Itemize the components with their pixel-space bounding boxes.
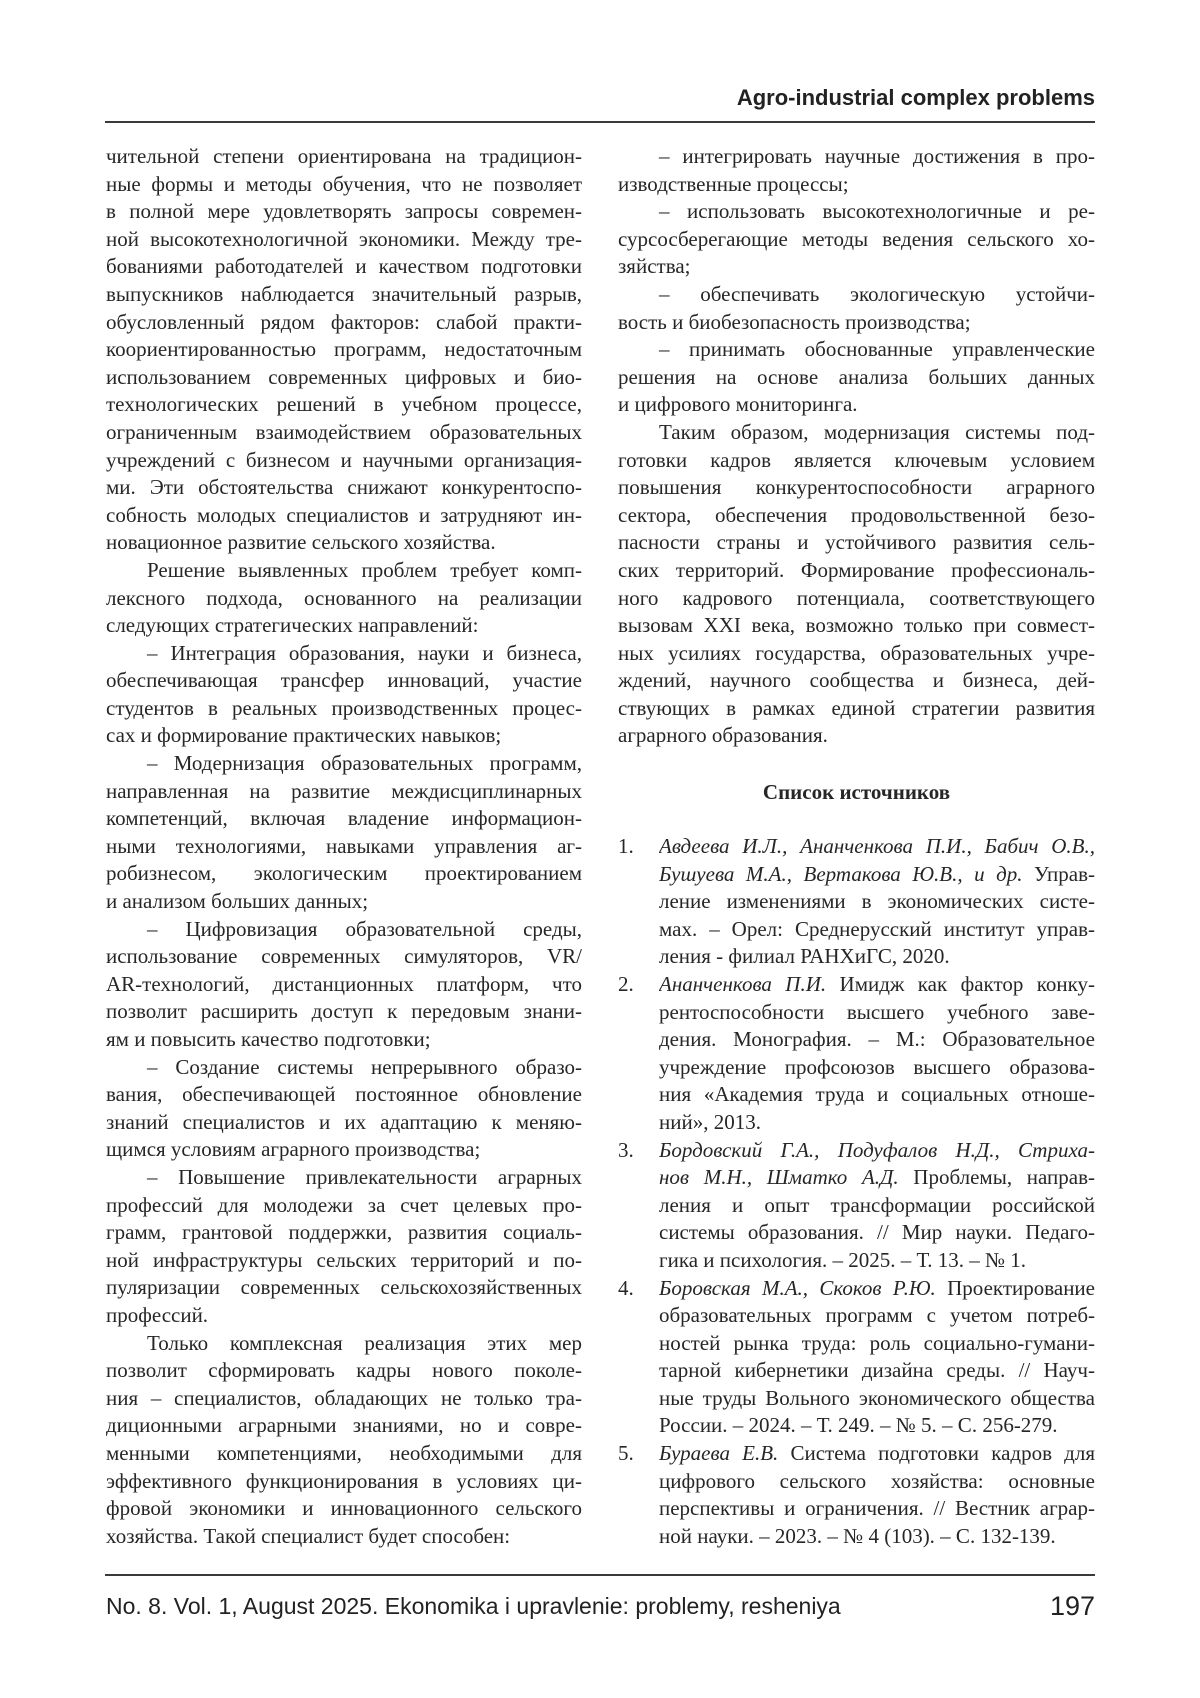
text-line: собность молодых специалистов и затрудняют ин-: [106, 502, 582, 530]
text-line: выпускников наблюдается значительный разрыв,: [106, 281, 582, 309]
text-line: AR-технологий, дистанционных платформ, что: [106, 971, 582, 999]
text-line: изводственные процессы;: [618, 171, 1095, 199]
text-line: – Интеграция образования, науки и бизнеса,: [106, 640, 582, 668]
text-line: фровой экономики и инновационного сельского: [106, 1495, 582, 1523]
text-line: системы образования. // Мир науки. Педаго-: [659, 1219, 1095, 1247]
paragraph: [106, 143, 582, 557]
page-number: 197: [1050, 1590, 1095, 1622]
reference-authors: Бушуева М.А., Вертакова Ю.В., и др.: [659, 862, 1022, 886]
text-line: – Модернизация образовательных программ,: [106, 750, 582, 778]
text-line: цифрового сельского хозяйства: основные: [659, 1468, 1095, 1496]
text-line: ными технологиями, навыками управления аг-: [106, 833, 582, 861]
reference-number: 4.: [618, 1275, 634, 1303]
text-line: направленная на развитие междисциплинарных: [106, 778, 582, 806]
bullet-item: [106, 1054, 582, 1164]
reference-item: [618, 1275, 1095, 1441]
text-line: робизнесом, экологическим проектированием: [106, 860, 582, 888]
text-line: ных усилиях государства, образовательных учре-: [618, 640, 1095, 668]
bullet-item: [618, 281, 1095, 336]
text-line: ные труды Вольного экономического общества: [659, 1385, 1095, 1413]
text-line: грамм, грантовой поддержки, развития социаль-: [106, 1219, 582, 1247]
text-line: – Цифровизация образовательной среды,: [106, 916, 582, 944]
paragraph: [618, 419, 1095, 750]
text-line: обусловленный рядом факторов: слабой практи-: [106, 309, 582, 337]
text-line: Только комплексная реализация этих мер: [106, 1330, 582, 1358]
reference-text: Управ-: [1022, 862, 1095, 886]
text-line: позволит сформировать кадры нового поколе-: [106, 1357, 582, 1385]
text-line: ного кадрового потенциала, соответствующего: [618, 585, 1095, 613]
bullet-item: [106, 750, 582, 916]
text-line: – обеспечивать экологическую устойчи-: [618, 281, 1095, 309]
text-line: – Создание системы непрерывного образо-: [106, 1054, 582, 1082]
text-line: эффективного функционирования в условиях ци-: [106, 1468, 582, 1496]
text-line: знаний специалистов и их адаптацию к меняю-: [106, 1109, 582, 1137]
paragraph: [106, 1330, 582, 1551]
footer-citation: No. 8. Vol. 1, August 2025. Ekonomika i upravlenie: problemy, resheniya: [106, 1592, 841, 1620]
text-line: [659, 1137, 1095, 1165]
paragraph: [106, 557, 582, 640]
running-header-title: Agro-industrial complex problems: [737, 84, 1095, 112]
text-line: [659, 833, 1095, 861]
text-line: ждений, научного сообщества и бизнеса, дей-: [618, 667, 1095, 695]
text-line: ограниченным взаимодействием образовательных: [106, 419, 582, 447]
reference-item: [618, 833, 1095, 971]
text-line: ной высокотехнологичной экономики. Между тре-: [106, 226, 582, 254]
text-line: ми. Эти обстоятельства снижают конкурентоспо-: [106, 474, 582, 502]
text-line: [659, 971, 1095, 999]
text-line: лексного подхода, основанного на реализации: [106, 585, 582, 613]
text-line: следующих стратегических направлений:: [106, 612, 582, 640]
text-line: сах и формирование практических навыков;: [106, 722, 582, 750]
text-line: щимся условиям аграрного производства;: [106, 1136, 582, 1164]
reference-authors: Боровская М.А., Скоков Р.Ю.: [659, 1276, 936, 1300]
text-line: в полной мере удовлетворять запросы современ-: [106, 198, 582, 226]
text-line: использованием современных цифровых и био-: [106, 364, 582, 392]
reference-item: [618, 971, 1095, 1137]
text-line: ния – специалистов, обладающих не только тра-: [106, 1385, 582, 1413]
left-column: [106, 143, 582, 1550]
text-line: пуляризации современных сельскохозяйственных: [106, 1274, 582, 1302]
header-rule: [105, 121, 1095, 123]
text-line: дения. Монография. – М.: Образовательное: [659, 1026, 1095, 1054]
text-line: и цифрового мониторинга.: [618, 391, 1095, 419]
bullet-item: [106, 1164, 582, 1330]
text-line: – принимать обоснованные управленческие: [618, 336, 1095, 364]
text-line: [659, 861, 1095, 889]
text-line: [659, 1164, 1095, 1192]
text-line: образовательных программ с учетом потреб-: [659, 1302, 1095, 1330]
text-line: чительной степени ориентирована на традицион-: [106, 143, 582, 171]
bullet-item: [106, 640, 582, 750]
text-line: рентоспособности высшего учебного заве-: [659, 999, 1095, 1027]
text-line: и анализом больших данных;: [106, 888, 582, 916]
text-line: – использовать высокотехнологичные и ре-: [618, 198, 1095, 226]
reference-authors: Ананченкова П.И.: [659, 972, 826, 996]
reference-item: [618, 1440, 1095, 1550]
text-line: вызовам XXI века, возможно только при совмест-: [618, 612, 1095, 640]
reference-authors: Бордовский Г.А., Подуфалов Н.Д., Стриха-: [659, 1138, 1095, 1162]
references-heading: Список источников: [618, 779, 1095, 807]
text-line: вость и биобезопасность производства;: [618, 309, 1095, 337]
text-line: – интегрировать научные достижения в про-: [618, 143, 1095, 171]
text-line: аграрного образования.: [618, 722, 1095, 750]
text-line: использование современных симуляторов, VR/: [106, 943, 582, 971]
reference-authors: Авдеева И.Л., Ананченкова П.И., Бабич О.В.,: [659, 834, 1095, 858]
right-column: [618, 143, 1095, 750]
text-line: хозяйства. Такой специалист будет способен:: [106, 1523, 582, 1551]
text-line: пасности страны и устойчивого развития сель-: [618, 529, 1095, 557]
text-line: ление изменениями в экономических систе-: [659, 888, 1095, 916]
reference-text: Проектирование: [936, 1276, 1095, 1300]
text-line: решения на основе анализа больших данных: [618, 364, 1095, 392]
footer-rule: [105, 1574, 1095, 1576]
text-line: студентов в реальных производственных процес-: [106, 695, 582, 723]
text-line: ления - филиал РАНХиГС, 2020.: [659, 943, 1095, 971]
text-line: Решение выявленных проблем требует комп-: [106, 557, 582, 585]
text-line: гика и психология. – 2025. – Т. 13. – № 1.: [659, 1247, 1095, 1275]
text-line: ные формы и методы обучения, что не позволяет: [106, 171, 582, 199]
text-line: – Повышение привлекательности аграрных: [106, 1164, 582, 1192]
reference-number: 1.: [618, 833, 634, 861]
text-line: бованиями работодателей и качеством подготовки: [106, 253, 582, 281]
reference-text: Имидж как фактор конку-: [826, 972, 1095, 996]
text-line: России. – 2024. – Т. 249. – № 5. – С. 256-279.: [659, 1412, 1095, 1440]
text-line: перспективы и ограничения. // Вестник аграр-: [659, 1495, 1095, 1523]
reference-text: Система подготовки кадров для: [778, 1441, 1095, 1465]
text-line: мах. – Орел: Среднерусский институт управ-: [659, 916, 1095, 944]
text-line: новационное развитие сельского хозяйства.: [106, 529, 582, 557]
text-line: [659, 1275, 1095, 1303]
text-line: профессий.: [106, 1302, 582, 1330]
text-line: готовки кадров является ключевым условием: [618, 447, 1095, 475]
text-line: тарной кибернетики дизайна среды. // Науч-: [659, 1357, 1095, 1385]
text-line: зяйства;: [618, 253, 1095, 281]
text-line: ния «Академия труда и социальных отноше-: [659, 1081, 1095, 1109]
text-line: повышения конкурентоспособности аграрного: [618, 474, 1095, 502]
text-line: позволит расширить доступ к передовым знани-: [106, 998, 582, 1026]
text-line: компетенций, включая владение информацион-: [106, 805, 582, 833]
reference-item: [618, 1137, 1095, 1275]
references-list: [618, 833, 1095, 1550]
text-line: ностей рынка труда: роль социально-гумани-: [659, 1330, 1095, 1358]
text-line: диционными аграрными знаниями, но и совре-: [106, 1412, 582, 1440]
reference-text: Проблемы, направ-: [899, 1165, 1095, 1189]
text-line: ских территорий. Формирование профессиональ-: [618, 557, 1095, 585]
text-line: профессий для молодежи за счет целевых про-: [106, 1192, 582, 1220]
text-line: сурсосберегающие методы ведения сельского хо-: [618, 226, 1095, 254]
reference-authors: нов М.Н., Шматко А.Д.: [659, 1165, 899, 1189]
text-line: обеспечивающая трансфер инноваций, участие: [106, 667, 582, 695]
bullet-item: [618, 143, 1095, 198]
text-line: ствующих в рамках единой стратегии развития: [618, 695, 1095, 723]
text-line: ний», 2013.: [659, 1109, 1095, 1137]
text-line: коориентированностью программ, недостаточным: [106, 336, 582, 364]
reference-number: 2.: [618, 971, 634, 999]
text-line: учреждение профсоюзов высшего образова-: [659, 1054, 1095, 1082]
text-line: учреждений с бизнесом и научными организация-: [106, 447, 582, 475]
text-line: Таким образом, модернизация системы под-: [618, 419, 1095, 447]
reference-number: 3.: [618, 1137, 634, 1165]
text-line: вания, обеспечивающей постоянное обновление: [106, 1081, 582, 1109]
text-line: технологических решений в учебном процессе,: [106, 391, 582, 419]
text-line: [659, 1440, 1095, 1468]
bullet-item: [618, 336, 1095, 419]
bullet-item: [106, 916, 582, 1054]
text-line: ной науки. – 2023. – № 4 (103). – С. 132-139.: [659, 1523, 1095, 1551]
reference-authors: Бураева Е.В.: [659, 1441, 778, 1465]
text-line: ной инфраструктуры сельских территорий и по-: [106, 1247, 582, 1275]
bullet-item: [618, 198, 1095, 281]
text-line: ления и опыт трансформации российской: [659, 1192, 1095, 1220]
text-line: сектора, обеспечения продовольственной безо-: [618, 502, 1095, 530]
reference-number: 5.: [618, 1440, 634, 1468]
text-line: менными компетенциями, необходимыми для: [106, 1440, 582, 1468]
text-line: ям и повысить качество подготовки;: [106, 1026, 582, 1054]
